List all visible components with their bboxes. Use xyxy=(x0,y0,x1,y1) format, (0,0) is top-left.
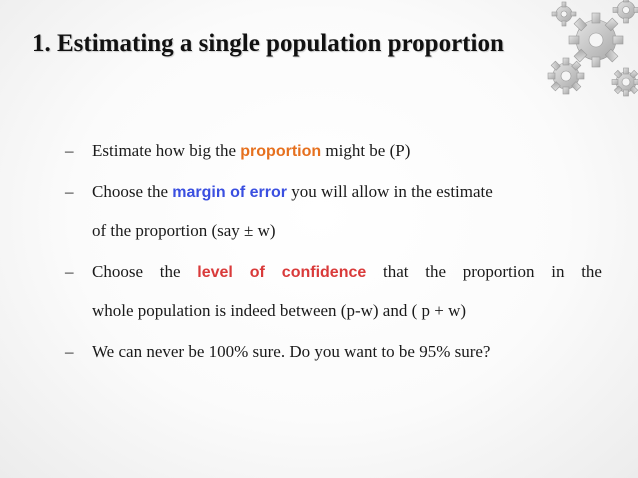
highlight-margin-of-error: margin of error xyxy=(172,184,287,201)
bullet-text-after: that the proportion in the xyxy=(366,262,602,281)
bullet-text xyxy=(92,141,602,162)
bullet-dash: – xyxy=(65,342,74,361)
bullet-text-after: you will allow in the estimate xyxy=(286,182,493,201)
bullet-text-before: Choose the xyxy=(92,262,198,281)
bullet-continuation-text: whole population is indeed between (p-w) and ( p + w) xyxy=(92,301,467,320)
bullet-text xyxy=(92,262,602,283)
bullet-text: We can never be 100% sure. Do you want to be 95% sure? xyxy=(92,342,491,361)
bullet-dash: – xyxy=(65,262,74,281)
highlight-level-of-confidence: level of confidence xyxy=(197,264,367,281)
bullet-text-before: Choose the xyxy=(92,182,173,201)
bullet-dash: – xyxy=(65,182,74,201)
bullet-continuation-text: of the proportion (say ± w) xyxy=(92,221,276,240)
bullet-text-before: Estimate how big the xyxy=(92,141,241,160)
slide-title: 1. Estimating a single population proportion xyxy=(32,30,504,57)
bullet-text-after: might be (P) xyxy=(321,141,411,160)
bullet-dash: – xyxy=(65,141,74,160)
highlight-proportion: proportion xyxy=(240,143,322,160)
bullet-text xyxy=(92,182,602,203)
